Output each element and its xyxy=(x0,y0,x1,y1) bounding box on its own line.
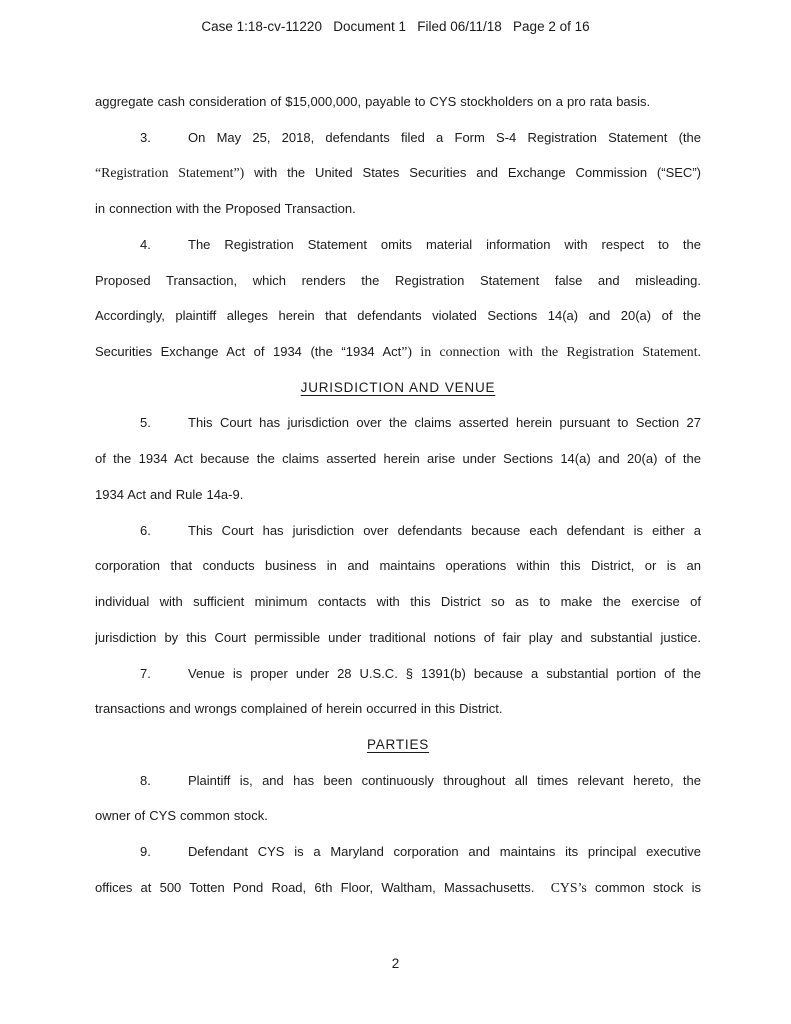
text-line xyxy=(95,870,701,906)
text-segment: Plaintiff is, and has been continuously throughout all times relevant hereto, the xyxy=(188,772,701,788)
text-line xyxy=(95,334,701,370)
paragraph-number: 8. xyxy=(140,772,151,788)
paragraph-number: 9. xyxy=(140,844,151,860)
text-segment: “Registration Statement”) xyxy=(95,165,245,181)
text-line xyxy=(95,620,701,656)
text-line xyxy=(95,513,701,549)
text-segment: ”) in connection with the Registration Statement. xyxy=(401,344,701,360)
text-line xyxy=(95,834,701,870)
text-line xyxy=(95,548,701,584)
section-heading-text: PARTIES xyxy=(366,736,430,752)
text-line xyxy=(95,298,701,334)
text-line xyxy=(95,263,701,299)
text-line xyxy=(95,405,701,441)
text-segment: common stock is xyxy=(586,879,701,895)
text-segment: Securities Exchange Act of 1934 (the “1934 Act xyxy=(95,344,402,360)
text-segment: offices at 500 Totten Pond Road, 6th Floor, Waltham, Massachusetts. xyxy=(95,879,551,895)
text-line xyxy=(95,798,701,834)
text-line xyxy=(95,441,701,477)
text-segment: individual with sufficient minimum contacts with this District so as to make the exercise of xyxy=(95,594,701,610)
text-line xyxy=(95,691,701,727)
text-segment: 1934 Act and Rule 14a-9. xyxy=(95,486,244,502)
text-segment: The Registration Statement omits material information with respect to the xyxy=(188,236,701,252)
text-segment: Venue is proper under 28 U.S.C. § 1391(b) because a substantial portion of the xyxy=(188,665,701,681)
text-segment: in connection with the Proposed Transaction. xyxy=(95,201,356,217)
text-segment: Proposed Transaction, which renders the Registration Statement false and misleading. xyxy=(95,272,701,288)
paragraph-number: 3. xyxy=(140,129,151,145)
page-number: 2 xyxy=(391,956,400,971)
paragraph-number: 5. xyxy=(140,415,151,431)
text-line xyxy=(95,763,701,799)
text-line xyxy=(95,227,701,263)
text-line xyxy=(95,656,701,692)
text-line xyxy=(95,155,701,191)
text-segment: owner of CYS common stock. xyxy=(95,808,268,824)
text-line xyxy=(95,477,701,513)
paragraph-number: 6. xyxy=(140,522,151,538)
text-segment: This Court has jurisdiction over defendants because each defendant is either a xyxy=(188,522,701,538)
text-segment: Defendant CYS is a Maryland corporation and maintains its principal executive xyxy=(188,844,701,860)
section-heading-text: JURISDICTION AND VENUE xyxy=(300,379,496,395)
text-line xyxy=(95,191,701,227)
text-line xyxy=(95,84,701,120)
document-body xyxy=(95,84,701,906)
text-segment: with the United States Securities and Exchange Commission (“SEC”) xyxy=(244,165,701,181)
court-filing-header: Case 1:18-cv-11220 Document 1 Filed 06/11/18 Page 2 of 16 xyxy=(201,19,590,34)
text-segment: of the 1934 Act because the claims asserted herein arise under Sections 14(a) and 20(a) of the xyxy=(95,451,701,467)
text-line xyxy=(95,584,701,620)
paragraph-number: 7. xyxy=(140,665,151,681)
paragraph-number: 4. xyxy=(140,236,151,252)
text-segment: corporation that conducts business in and maintains operations within this District, or is an xyxy=(95,558,701,574)
text-segment: aggregate cash consideration of $15,000,000, payable to CYS stockholders on a pro rata basis. xyxy=(95,94,651,109)
text-line xyxy=(95,120,701,156)
text-segment: On May 25, 2018, defendants filed a Form S-4 Registration Statement (the xyxy=(188,129,701,145)
text-segment: transactions and wrongs complained of herein occurred in this District. xyxy=(95,701,503,717)
text-segment: Accordingly, plaintiff alleges herein that defendants violated Sections 14(a) and 20(a) of the xyxy=(95,308,701,324)
text-segment: CYS’s xyxy=(550,879,587,895)
section-heading xyxy=(95,370,701,406)
section-heading xyxy=(95,727,701,763)
text-segment: jurisdiction by this Court permissible under traditional notions of fair play and substantial justice. xyxy=(95,629,701,645)
text-segment: This Court has jurisdiction over the claims asserted herein pursuant to Section 27 xyxy=(188,415,701,431)
